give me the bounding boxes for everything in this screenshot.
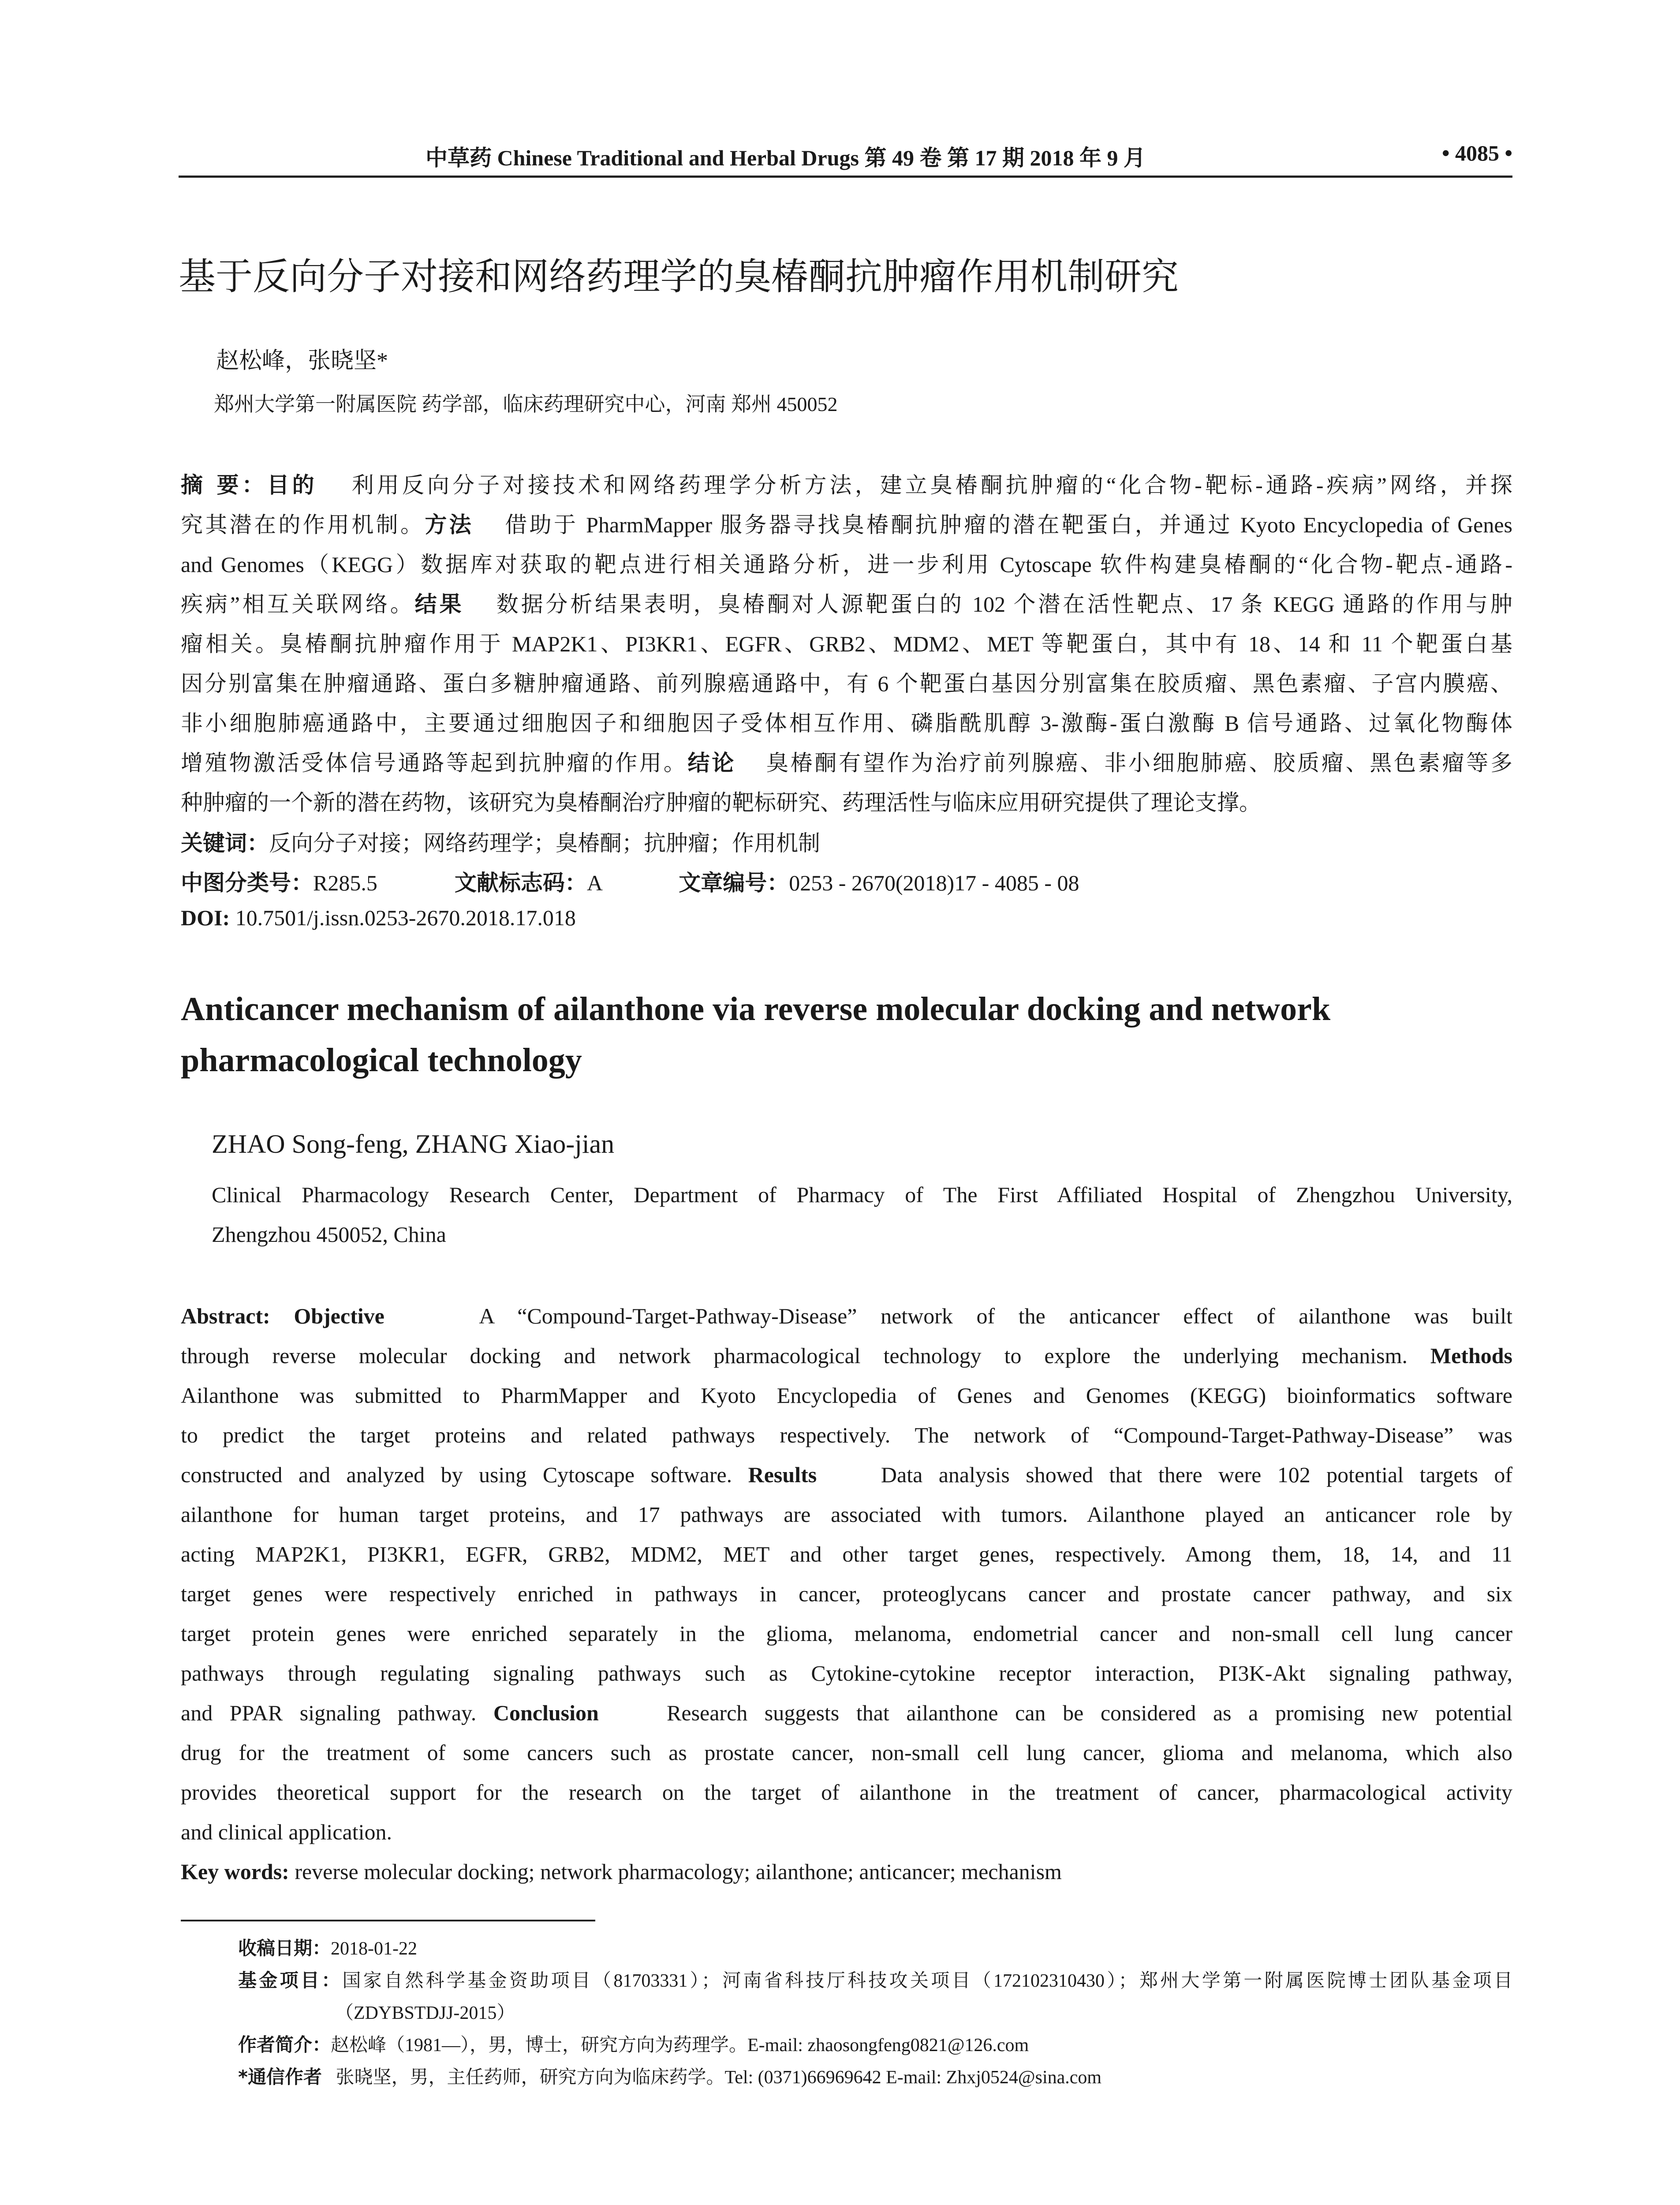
footnote-author-bio xyxy=(238,2030,1029,2057)
chinese-abstract-line xyxy=(181,467,1512,499)
received-date: 2018-01-22 xyxy=(331,1939,417,1959)
english-abstract-line: target genes were respectively enriched in pathways in cancer, proteoglycans cancer and prostate cancer pathway, and six xyxy=(181,1581,1512,1606)
abstract-text: Research suggests that ailanthone can be considered as a promising new potential xyxy=(667,1700,1513,1725)
chinese-affiliation: 郑州大学第一附属医院 药学部，临床药理研究中心，河南 郑州 450052 xyxy=(214,393,838,415)
abstract-text: constructed and analyzed by using Cytoscape software. xyxy=(181,1462,732,1487)
chinese-authors: 赵松峰，张晓坚* xyxy=(216,348,388,374)
english-abstract-line: and clinical application. xyxy=(181,1820,392,1844)
keywords-text: reverse molecular docking; network pharmacology; ailanthone; anticancer; mechanism xyxy=(295,1859,1062,1884)
abstract-text: 疾病”相互关联网络。 xyxy=(181,592,415,617)
english-abstract-line xyxy=(181,1462,1512,1487)
chinese-abstract-line: 瘤相关。臭椿酮抗肿瘤作用于 MAP2K1、PI3KR1、EGFR、GRB2、MDM2、MET 等靶蛋白，其中有 18、14 和 11 个靶蛋白基 xyxy=(181,632,1512,656)
english-abstract-line: Ailanthone was submitted to PharmMapper and Kyoto Encyclopedia of Genes and Genomes (KEGG) bioinformatics software xyxy=(181,1383,1512,1408)
doi-line xyxy=(181,905,576,931)
english-abstract-line xyxy=(181,1343,1512,1368)
chinese-abstract-line xyxy=(181,507,1512,539)
footnote-received xyxy=(238,1934,417,1960)
corresponding-label: *通信作者 xyxy=(238,2066,322,2088)
abstract-label: Abstract: xyxy=(181,1304,270,1328)
methods-label: 方法 xyxy=(425,512,474,538)
chinese-keywords xyxy=(181,826,820,857)
article-number-value: 0253 - 2670(2018)17 - 4085 - 08 xyxy=(789,871,1079,895)
footnote-fund xyxy=(238,1966,1512,1992)
english-abstract-line: pathways through regulating signaling pathways such as Cytokine-cytokine receptor interaction, PI3K-Akt signaling pathway, xyxy=(181,1661,1512,1686)
journal-header: 中草药 Chinese Traditional and Herbal Drugs 第 49 卷 第 17 期 2018 年 9 月 xyxy=(426,146,1146,170)
received-label: 收稿日期： xyxy=(238,1937,331,1959)
english-abstract-line: to predict the target proteins and related pathways respectively. The network of “Compound-Target-Pathway-Disease” was xyxy=(181,1423,1512,1447)
objective-label: Objective xyxy=(294,1304,385,1328)
results-label: 结果 xyxy=(414,591,464,617)
footnote-fund-continued: （ZDYBSTDJJ-2015） xyxy=(335,2003,515,2023)
fund-label: 基金项目： xyxy=(238,1970,343,1991)
header-rule xyxy=(179,176,1512,178)
english-abstract-line: acting MAP2K1, PI3KR1, EGFR, GRB2, MDM2, MET and other target genes, respectively. Among them, 18, 14, and 11 xyxy=(181,1542,1512,1566)
english-abstract-line: provides theoretical support for the research on the target of ailanthone in the treatment of cancer, pharmacological activity xyxy=(181,1780,1512,1805)
abstract-text: and PPAR signaling pathway. xyxy=(181,1700,477,1725)
results-label: Results xyxy=(748,1462,817,1487)
english-affiliation: Zhengzhou 450052, China xyxy=(212,1222,446,1247)
chinese-abstract-line xyxy=(181,587,1512,618)
abstract-text: A “Compound-Target-Pathway-Disease” network of the anticancer effect of ailanthone was built xyxy=(479,1304,1513,1328)
english-abstract-line: target protein genes were enriched separately in the glioma, melanoma, endometrial cancer and non-small cell lung cancer xyxy=(181,1621,1512,1646)
english-abstract-line: drug for the treatment of some cancers such as prostate cancer, non-small cell lung cancer, glioma and melanoma, which also xyxy=(181,1740,1512,1765)
objective-label: 目的 xyxy=(267,472,317,498)
footnote-rule xyxy=(181,1920,595,1921)
keywords-text: 反向分子对接；网络药理学；臭椿酮；抗肿瘤；作用机制 xyxy=(269,831,820,856)
chinese-abstract-line xyxy=(181,745,1512,777)
bio-text: 赵松峰（1981—），男，博士，研究方向为药理学。E-mail: zhaosongfeng0821@126.com xyxy=(331,2035,1029,2056)
abstract-text: Data analysis showed that there were 102 potential targets of xyxy=(881,1462,1513,1487)
footnote-corresponding xyxy=(238,2063,1101,2089)
doccode-label: 文献标志码： xyxy=(454,870,587,896)
page-number: • 4085 • xyxy=(1441,141,1512,165)
english-affiliation: Clinical Pharmacology Research Center, Department of Pharmacy of The First Affiliated Hospital of Zhengzhou University, xyxy=(212,1182,1512,1207)
keywords-label: 关键词： xyxy=(181,830,269,856)
doi-label: DOI: xyxy=(181,905,230,930)
abstract-label: 摘 要： xyxy=(181,472,267,498)
abstract-text: 数据分析结果表明，臭椿酮对人源靶蛋白的 102 个潜在活性靶点、17 条 KEGG 通路的作用与肿 xyxy=(496,592,1513,617)
abstract-text: 臭椿酮有望作为治疗前列腺癌、非小细胞肺癌、胶质瘤、黑色素瘤等多 xyxy=(766,751,1513,775)
chinese-abstract-line: 种肿瘤的一个新的潜在药物，该研究为臭椿酮治疗肿瘤的靶标研究、药理活性与临床应用研究提供了理论支撑。 xyxy=(181,790,1261,815)
corresponding-text: 张晓坚，男，主任药师，研究方向为临床药学。Tel: (0371)66969642 E-mail: Zhxj0524@sina.com xyxy=(336,2067,1102,2088)
doi-value[interactable]: 10.7501/j.issn.0253-2670.2018.17.018 xyxy=(235,905,576,930)
chinese-title: 基于反向分子对接和网络药理学的臭椿酮抗肿瘤作用机制研究 xyxy=(179,255,1179,298)
abstract-text: 究其潜在的作用机制。 xyxy=(181,512,425,537)
conclusion-label: 结论 xyxy=(687,750,736,776)
keywords-label: Key words: xyxy=(181,1859,289,1884)
abstract-text: 增殖物激活受体信号通路等起到抗肿瘤的作用。 xyxy=(181,751,688,775)
article-number-label: 文章编号： xyxy=(679,870,789,896)
chinese-abstract-line: 因分别富集在肿瘤通路、蛋白多糖肿瘤通路、前列腺癌通路中，有 6 个靶蛋白基因分别富集在胶质瘤、黑色素瘤、子宫内膜癌、 xyxy=(181,671,1512,696)
clc-label: 中图分类号： xyxy=(181,870,313,896)
english-keywords xyxy=(181,1859,1062,1884)
doccode-value: A xyxy=(586,871,602,895)
english-abstract-line xyxy=(181,1700,1512,1726)
bio-label: 作者简介： xyxy=(238,2034,331,2056)
chinese-abstract-line: and Genomes（KEGG）数据库对获取的靶点进行相关通路分析，进一步利用 Cytoscape 软件构建臭椿酮的“化合物-靶点-通路- xyxy=(181,552,1512,577)
running-header xyxy=(179,140,1512,176)
english-title: Anticancer mechanism of ailanthone via reverse molecular docking and network pharmacological technology xyxy=(181,990,1331,1079)
classification-line xyxy=(181,865,1079,897)
methods-label: Methods xyxy=(1430,1343,1513,1368)
fund-text: 国家自然科学基金资助项目（81703331）；河南省科技厅科技攻关项目（172102310430）；郑州大学第一附属医院博士团队基金项目 xyxy=(342,1971,1512,1991)
english-abstract-line xyxy=(181,1303,1512,1329)
english-abstract-line: ailanthone for human target proteins, and 17 pathways are associated with tumors. Ailanthone played an anticancer role by xyxy=(181,1502,1512,1527)
abstract-text: 利用反向分子对接技术和网络药理学分析方法，建立臭椿酮抗肿瘤的“化合物-靶标-通路-疾病”网络，并探 xyxy=(351,473,1512,497)
clc-value: R285.5 xyxy=(313,871,377,895)
english-authors: ZHAO Song-feng, ZHANG Xiao-jian xyxy=(212,1129,615,1159)
conclusion-label: Conclusion xyxy=(493,1700,599,1725)
abstract-text: through reverse molecular docking and network pharmacological technology to explore the underlying mechanism. xyxy=(181,1343,1407,1368)
abstract-text: 借助于 PharmMapper 服务器寻找臭椿酮抗肿瘤的潜在靶蛋白，并通过 Kyoto Encyclopedia of Genes xyxy=(505,512,1513,537)
chinese-abstract-line: 非小细胞肺癌通路中，主要通过细胞因子和细胞因子受体相互作用、磷脂酰肌醇 3-激酶-蛋白激酶 B 信号通路、过氧化物酶体 xyxy=(181,711,1512,736)
